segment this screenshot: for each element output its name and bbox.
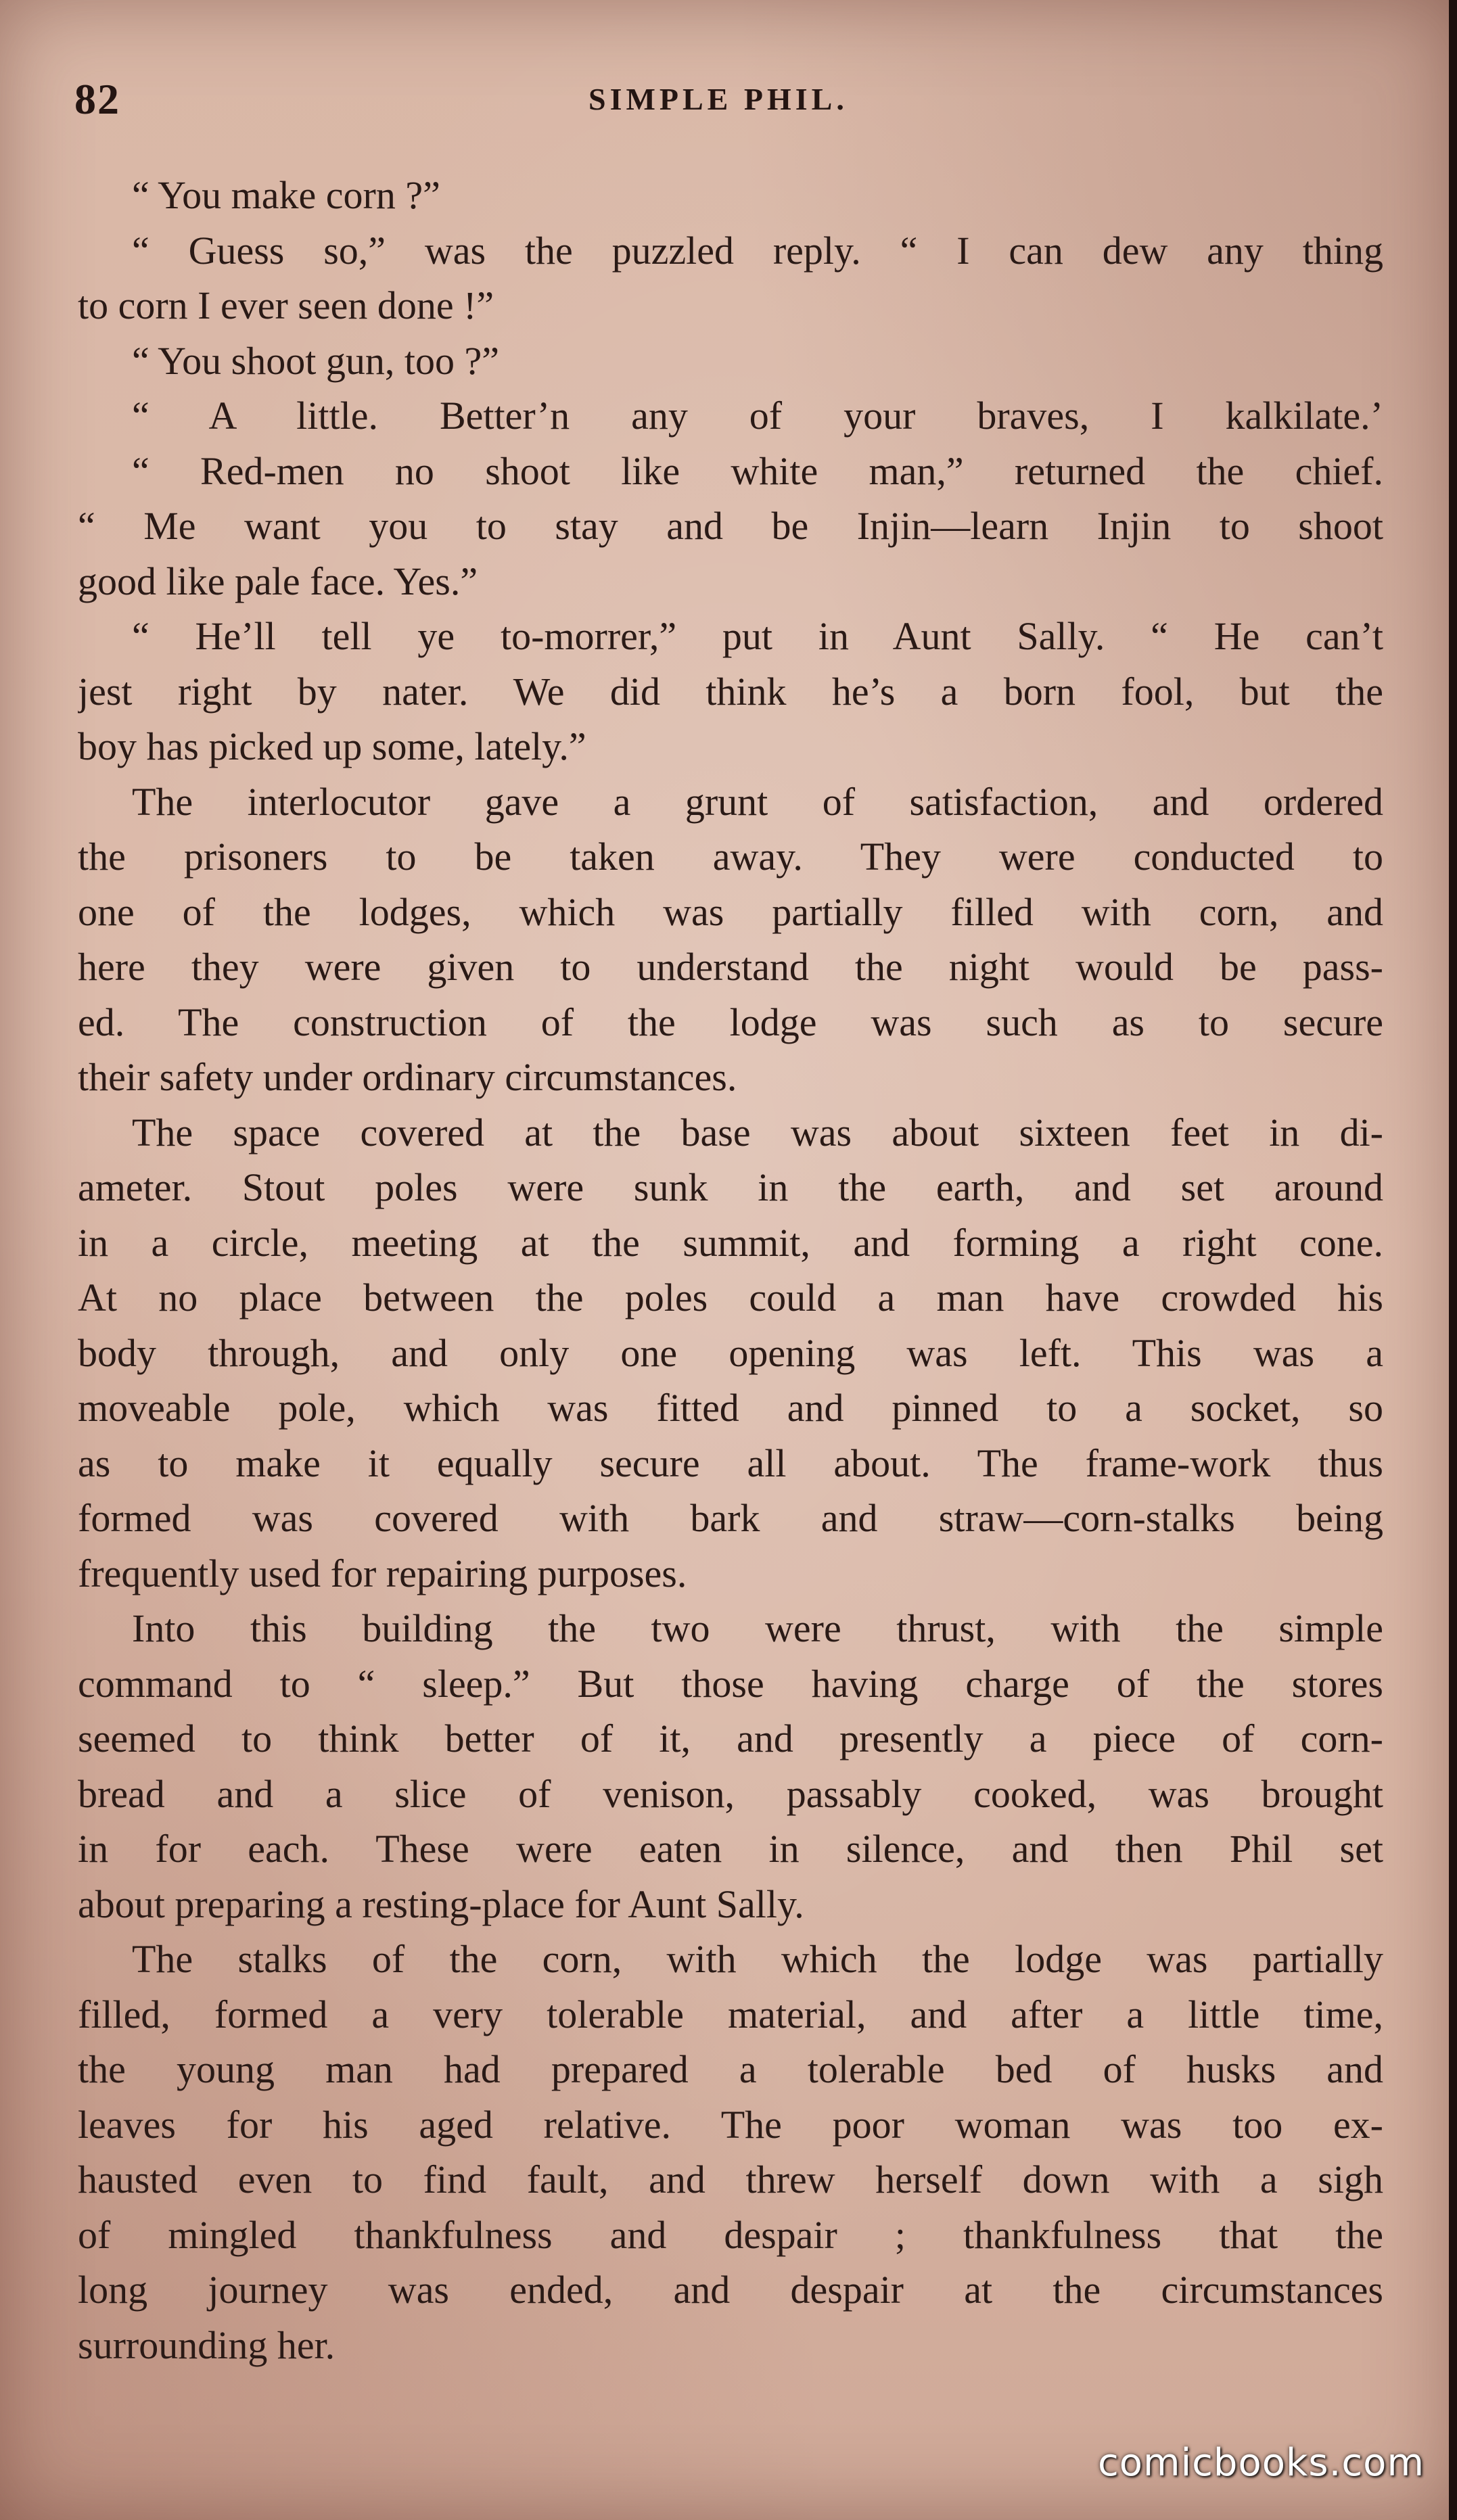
- text-line: “ He’ll tell ye to-morrer,” put in Aunt Sally. “ He can’t: [132, 614, 1383, 658]
- text-line: filled, formed a very tolerable material, and after a little time,: [78, 1992, 1383, 2036]
- text-line: bread and a slice of venison, passably cooked, was brought: [78, 1771, 1383, 1816]
- text-line: surrounding her.: [78, 2323, 336, 2367]
- page-header: [74, 74, 1393, 122]
- text-line: as to make it equally secure all about. The frame-work thus: [78, 1441, 1383, 1485]
- text-line: The stalks of the corn, with which the lodge was partially: [132, 1937, 1383, 1981]
- text-line: one of the lodges, which was partially filled with corn, and: [78, 889, 1383, 934]
- watermark: comicbooks.com: [1097, 2441, 1425, 2485]
- text-line: long journey was ended, and despair at the circumstances: [78, 2268, 1383, 2312]
- text-line: jest right by nater. We did think he’s a born fool, but the: [78, 669, 1383, 714]
- text-line: good like pale face. Yes.”: [78, 559, 478, 603]
- text-line: formed was covered with bark and straw—corn-stalks being: [78, 1496, 1383, 1540]
- page-edge: [1449, 0, 1457, 2520]
- text-line: hausted even to find fault, and threw herself down with a sigh: [78, 2157, 1383, 2201]
- text-line: the prisoners to be taken away. They were conducted to: [78, 835, 1383, 879]
- text-line: frequently used for repairing purposes.: [78, 1551, 687, 1595]
- body-text: [78, 168, 1383, 2373]
- text-line: leaves for his aged relative. The poor woman was too ex-: [78, 2102, 1383, 2147]
- text-line: here they were given to understand the night would be pass-: [78, 945, 1383, 989]
- text-line: in a circle, meeting at the summit, and forming a right cone.: [78, 1220, 1383, 1265]
- text-line: The space covered at the base was about sixteen feet in di-: [132, 1110, 1383, 1154]
- text-line: in for each. These were eaten in silence, and then Phil set: [78, 1827, 1383, 1871]
- text-line: At no place between the poles could a man have crowded his: [78, 1276, 1383, 1320]
- text-line: the young man had prepared a tolerable bed of husks and: [78, 2047, 1383, 2091]
- text-line: “ A little. Better’n any of your braves, I kalkilate.’: [132, 394, 1383, 438]
- text-line: “ Me want you to stay and be Injin—learn Injin to shoot: [78, 504, 1383, 548]
- text-line: command to “ sleep.” But those having charge of the stores: [78, 1661, 1383, 1706]
- text-line: of mingled thankfulness and despair ; thankfulness that the: [78, 2212, 1383, 2257]
- text-line: about preparing a resting-place for Aunt Sally.: [78, 1882, 804, 1926]
- text-line: moveable pole, which was fitted and pinned to a socket, so: [78, 1386, 1383, 1430]
- text-line: Into this building the two were thrust, with the simple: [132, 1606, 1383, 1650]
- text-line: to corn I ever seen done !”: [78, 283, 494, 327]
- text-line: boy has picked up some, lately.”: [78, 724, 586, 768]
- text-line: their safety under ordinary circumstances.: [78, 1055, 737, 1099]
- text-line: The interlocutor gave a grunt of satisfaction, and ordered: [132, 779, 1383, 824]
- text-line: “ Guess so,” was the puzzled reply. “ I can dew any thing: [132, 228, 1383, 273]
- text-line: “ Red-men no shoot like white man,” returned the chief.: [132, 448, 1383, 493]
- text-line: “ You shoot gun, too ?”: [132, 338, 499, 383]
- text-line: body through, and only one opening was left. This was a: [78, 1330, 1383, 1375]
- page-number: 82: [74, 75, 120, 123]
- running-head: SIMPLE PHIL.: [588, 82, 848, 116]
- text-line: ed. The construction of the lodge was such as to secure: [78, 1000, 1383, 1044]
- text-line: “ You make corn ?”: [132, 173, 440, 217]
- text-line: ameter. Stout poles were sunk in the earth, and set around: [78, 1165, 1383, 1209]
- text-line: seemed to think better of it, and presently a piece of corn-: [78, 1717, 1383, 1760]
